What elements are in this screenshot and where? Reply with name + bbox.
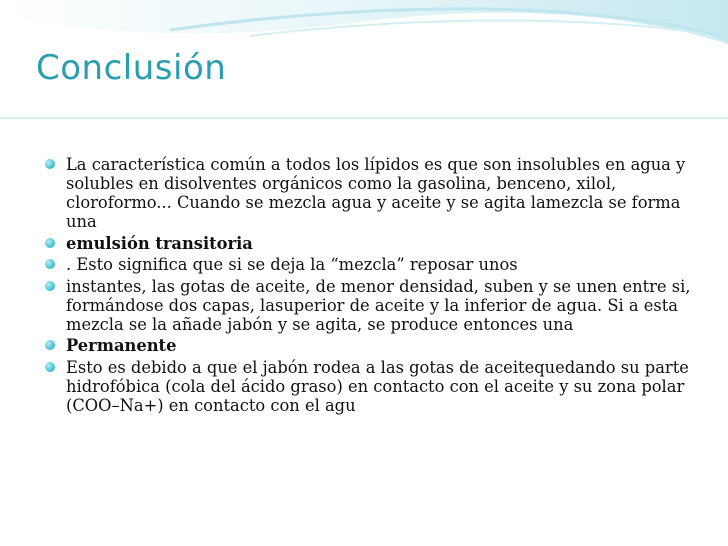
bullet-text: instantes, las gotas de aceite, de menor densidad, suben y se unen entre si, formándose dos capas, lasuperior de aceite y la inferior de agua. Si a esta mezcla se la añade jabón y se agita, se produce entonces una	[66, 276, 691, 334]
bullet-item	[45, 336, 705, 355]
bullet-list	[45, 155, 705, 417]
bullet-marker-icon	[45, 340, 55, 350]
bullet-text: Permanente	[66, 336, 177, 355]
bullet-text: Esto es debido a que el jabón rodea a las gotas de aceitequedando su parte hidrofóbica (cola del ácido graso) en contacto con el aceite y su zona polar (COO–Na+) en contacto con el agu	[66, 357, 689, 415]
title-divider	[0, 117, 728, 119]
bullet-text: La característica común a todos los lípidos es que son insolubles en agua y solubles en disolventes orgánicos como la gasolina, benceno, xilol, cloroformo... Cuando se mezcla agua y aceite y se agita lamezcla se forma una	[66, 155, 686, 231]
bullet-marker-icon	[45, 362, 55, 372]
bullet-item	[45, 155, 705, 231]
bullet-marker-icon	[45, 238, 55, 248]
bullet-item	[45, 358, 705, 415]
bullet-marker-icon	[45, 259, 55, 269]
bullet-item	[45, 255, 705, 274]
bullet-item	[45, 234, 705, 253]
slide-title: Conclusión	[36, 48, 227, 88]
bullet-text: . Esto significa que si se deja la “mezcla” reposar unos	[66, 255, 518, 274]
bullet-text: emulsión transitoria	[66, 233, 253, 253]
bullet-item	[45, 277, 705, 334]
bullet-marker-icon	[45, 159, 55, 169]
bullet-marker-icon	[45, 281, 55, 291]
